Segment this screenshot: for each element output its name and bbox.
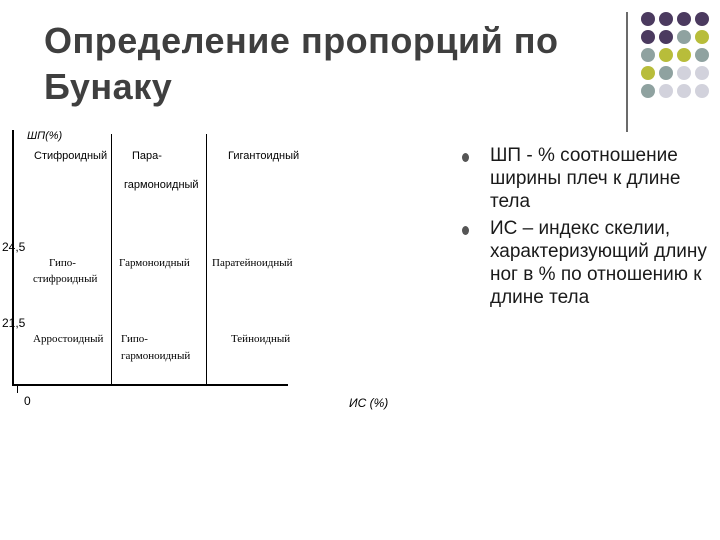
decorative-dot [659, 66, 673, 80]
bunak-proportion-diagram [0, 130, 460, 420]
decorative-dot [677, 48, 691, 62]
decorative-dot [641, 30, 655, 44]
decorative-dot [659, 12, 673, 26]
definitions-list [462, 144, 712, 313]
decorative-dot [677, 12, 691, 26]
x-axis-line [12, 384, 288, 386]
bullet-text-is: ИС – индекс скелии, характеризующий длину ног в % по отношению к длине тела [490, 218, 707, 308]
cell-parateinoidny: Паратейноидный [212, 257, 293, 269]
grid-line-vertical-1 [111, 134, 112, 385]
cell-stifroidny: Стифроидный [34, 150, 108, 162]
cell-gigantoidny: Гигантоидный [228, 150, 300, 162]
decorative-dot [659, 30, 673, 44]
decorative-dot [659, 48, 673, 62]
origin-label: 0 [24, 394, 31, 408]
y-axis-arrow-tick [17, 385, 18, 393]
cell-hypo-garm-label-2: гармоноидный [121, 350, 191, 362]
decorative-dot [677, 30, 691, 44]
list-item [462, 144, 712, 213]
decorative-dot [695, 48, 709, 62]
bullet-icon [462, 226, 469, 235]
cell-hypo-garm-label-1: Гипо- [121, 333, 148, 345]
decorative-dot [641, 84, 655, 98]
decorative-dot [677, 66, 691, 80]
decorative-divider [626, 12, 628, 132]
cell-para-label-2: гармоноидный [124, 179, 199, 191]
decorative-dot [695, 12, 709, 26]
decorative-dot [695, 66, 709, 80]
decorative-dot [641, 12, 655, 26]
page-title [44, 18, 604, 110]
cell-hypo-stif-label-1: Гипо- [49, 257, 76, 269]
list-item [462, 217, 712, 309]
decorative-dot [641, 48, 655, 62]
cell-para-label-1: Пара- [132, 150, 162, 162]
y-axis-line [12, 130, 14, 385]
y-axis-label: ШП(%) [27, 130, 63, 142]
y-tick-24-5: 24,5 [2, 240, 26, 254]
decorative-dot-grid [641, 12, 720, 122]
decorative-dot [695, 30, 709, 44]
cell-hypo-stif-label-2: стифроидный [33, 273, 98, 285]
title-line-2: Бунаку [44, 66, 173, 107]
y-tick-21-5: 21,5 [2, 316, 26, 330]
x-axis-label: ИС (%) [349, 396, 389, 410]
decorative-dot [695, 84, 709, 98]
cell-teinoidny: Тейноидный [231, 333, 291, 345]
decorative-dot [659, 84, 673, 98]
bullet-icon [462, 153, 469, 162]
grid-line-vertical-2 [206, 134, 207, 385]
cell-garmonoidny: Гармоноидный [119, 257, 190, 269]
title-line-1: Определение пропорций по [44, 20, 559, 61]
cell-arrostoidny: Арростоидный [33, 333, 104, 345]
decorative-dot [641, 66, 655, 80]
bullet-text-shp: ШП - % соотношение ширины плеч к длине тела [490, 145, 681, 212]
decorative-dot [677, 84, 691, 98]
